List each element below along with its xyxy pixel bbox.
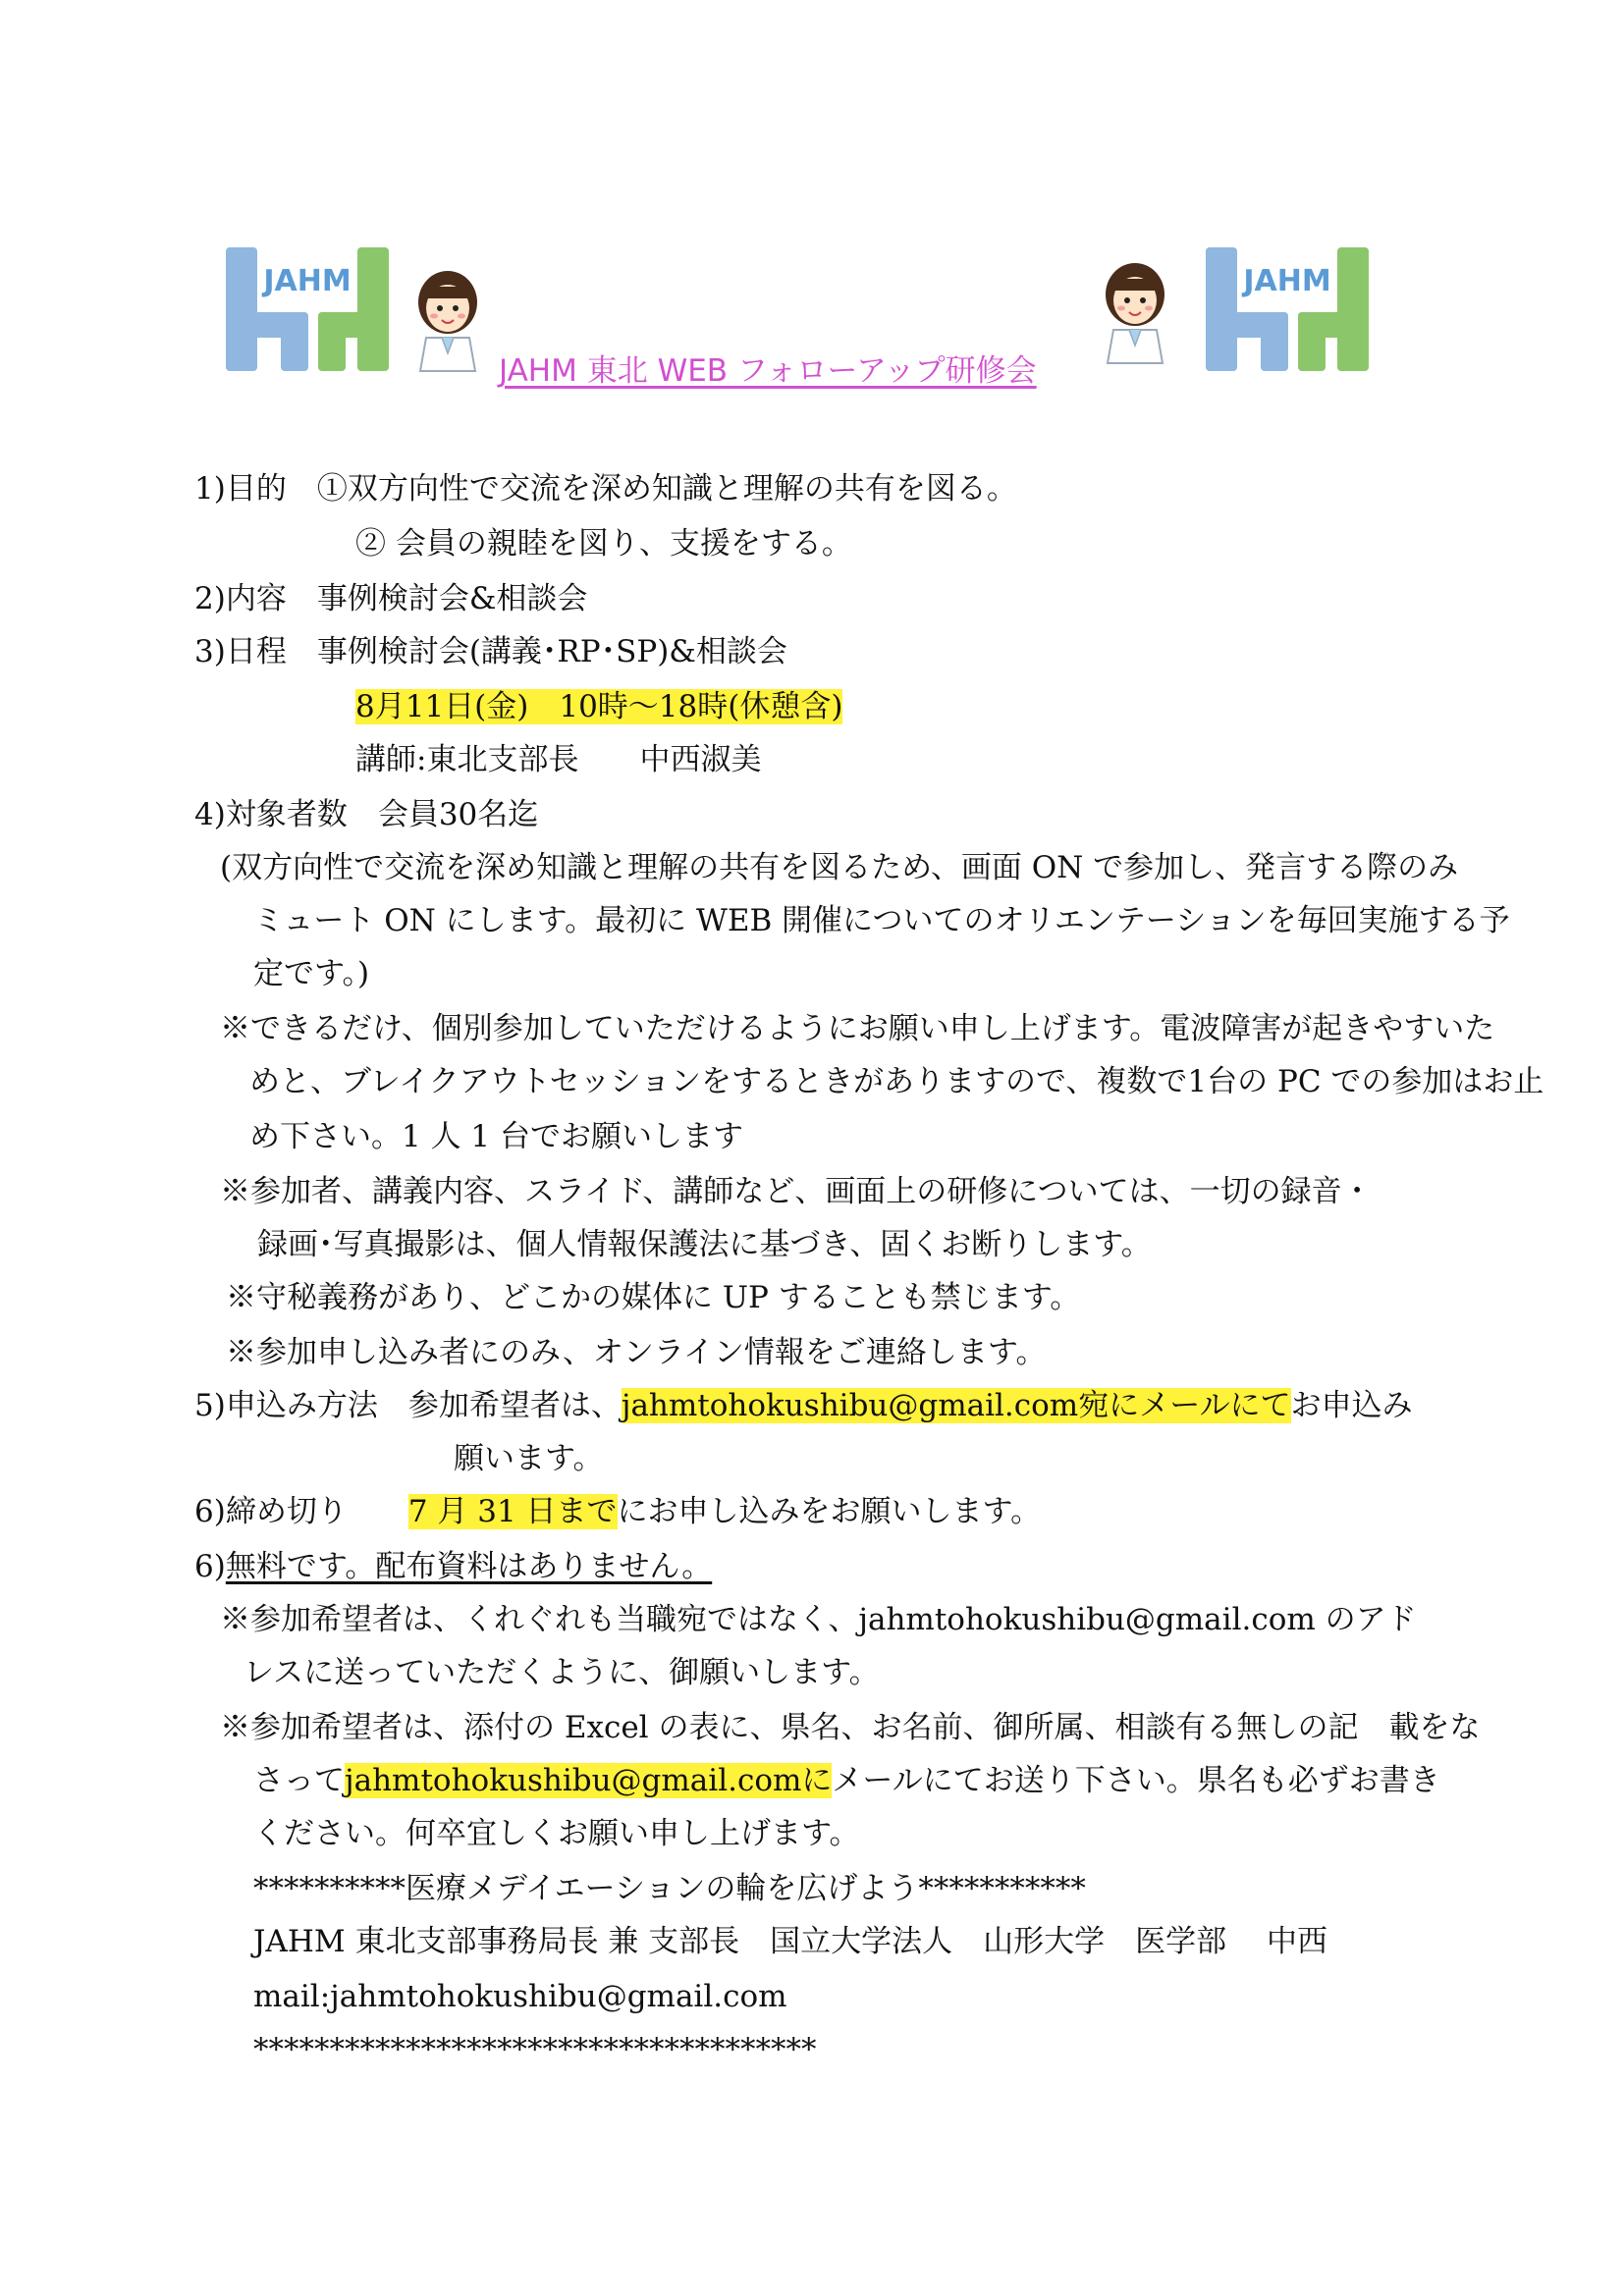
apply-prefix: 5)申込み方法 参加希望者は、 xyxy=(194,1388,622,1423)
schedule-line: 3)日程 事例検討会(講義･RP･SP)&相談会 xyxy=(194,634,787,669)
note-line-10: ※参加申し込み者にのみ、オンライン情報をご連絡します。 xyxy=(226,1335,1047,1370)
purpose-line-2: ② 会員の親睦を図り、支援をする。 xyxy=(355,526,852,561)
schedule-date xyxy=(355,687,842,726)
note-line-8: 録画･写真撮影は、個人情報保護法に基づき、固くお断りします。 xyxy=(257,1227,1152,1262)
note-line-6: め下さい。1 人 1 台でお願いします xyxy=(249,1119,744,1154)
doctor-illustration-right xyxy=(1098,257,1172,365)
signature-divider-top: **********医療メデイエーションの輪を広げよう*********** xyxy=(253,1871,1086,1906)
doctor-illustration-left xyxy=(410,265,485,373)
deadline-date: 7 月 31 日まで xyxy=(407,1494,618,1529)
apply-mid: 宛にメールにて xyxy=(1078,1388,1291,1423)
send-email: jahmtohokushibu@gmail.com xyxy=(345,1763,802,1798)
schedule-date-text: 8月11日(金) 10時～18時(休憩含) xyxy=(355,689,843,724)
free-prefix: 6) xyxy=(194,1549,226,1584)
content-line: 2)内容 事例検討会&相談会 xyxy=(194,581,588,616)
send-mid: に xyxy=(801,1763,833,1798)
note-line-7: ※参加者、講義内容、スライド、講師など、画面上の研修については、一切の録音・ xyxy=(220,1174,1373,1209)
note-line-3: 定です。) xyxy=(253,956,370,991)
note-line-5: めと、ブレイクアウトセッションをするときがありますので、複数で1台の PC での参加はお止 xyxy=(249,1064,1544,1099)
signature-name: JAHM 東北支部事務局長 兼 支部長 国立大学法人 山形大学 医学部 中西 xyxy=(253,1924,1328,1959)
send-suffix: メールにてお送り下さい。県名も必ずお書き xyxy=(832,1763,1440,1798)
send-line xyxy=(253,1761,1440,1800)
deadline-line xyxy=(194,1492,1041,1531)
logo-text: JAHM xyxy=(263,264,352,298)
apply-suffix: お申込み xyxy=(1290,1388,1413,1423)
lecturer-line: 講師:東北支部長 中西淑美 xyxy=(355,742,762,777)
note-line-13: ※参加希望者は、添付の Excel の表に、県名、お名前、御所属、相談有る無しの記 載をな xyxy=(220,1710,1481,1745)
jahm-logo-left xyxy=(224,243,391,376)
apply-line-2: 願います。 xyxy=(454,1441,604,1476)
signature-email: mail:jahmtohokushibu@gmail.com xyxy=(253,1979,787,2014)
target-count-line: 4)対象者数 会員30名迄 xyxy=(194,797,539,832)
logo-text: JAHM xyxy=(1243,264,1331,298)
note-line-11: ※参加希望者は、くれぐれも当職宛ではなく、jahmtohokushibu@gmail.com のアド xyxy=(220,1602,1417,1637)
signature-divider-bottom: ************************************* xyxy=(253,2032,817,2067)
note-line-9: ※守秘義務があり、どこかの媒体に UP することも禁じます。 xyxy=(226,1280,1081,1315)
note-line-2: ミュート ON にします。最初に WEB 開催についてのオリエンテーションを毎回実施する予 xyxy=(253,903,1510,938)
note-line-1: (双方向性で交流を深め知識と理解の共有を図るため、画面 ON で参加し、発言する際のみ xyxy=(220,850,1459,885)
jahm-logo-right xyxy=(1204,243,1371,376)
deadline-prefix: 6)締め切り xyxy=(194,1494,408,1529)
apply-email: jahmtohokushibu@gmail.com xyxy=(621,1388,1079,1423)
note-line-12: レスに送っていただくように、御願いします。 xyxy=(244,1655,880,1690)
purpose-line-1: 1)目的 ①双方向性で交流を深め知識と理解の共有を図る。 xyxy=(194,471,1017,507)
deadline-suffix: にお申し込みをお願いします。 xyxy=(617,1494,1042,1529)
closing-line: ください。何卒宜しくお願い申し上げます。 xyxy=(253,1816,860,1851)
send-prefix: さって xyxy=(253,1763,345,1798)
note-line-4: ※できるだけ、個別参加していただけるようにお願い申し上げます。電波障害が起きやすいた xyxy=(220,1011,1495,1046)
free-line xyxy=(194,1547,712,1586)
free-text: 無料です。配布資料はありません。 xyxy=(225,1549,713,1584)
document-title: JAHM 東北 WEB フォローアップ研修会 xyxy=(499,353,1037,389)
apply-line xyxy=(194,1386,1413,1425)
